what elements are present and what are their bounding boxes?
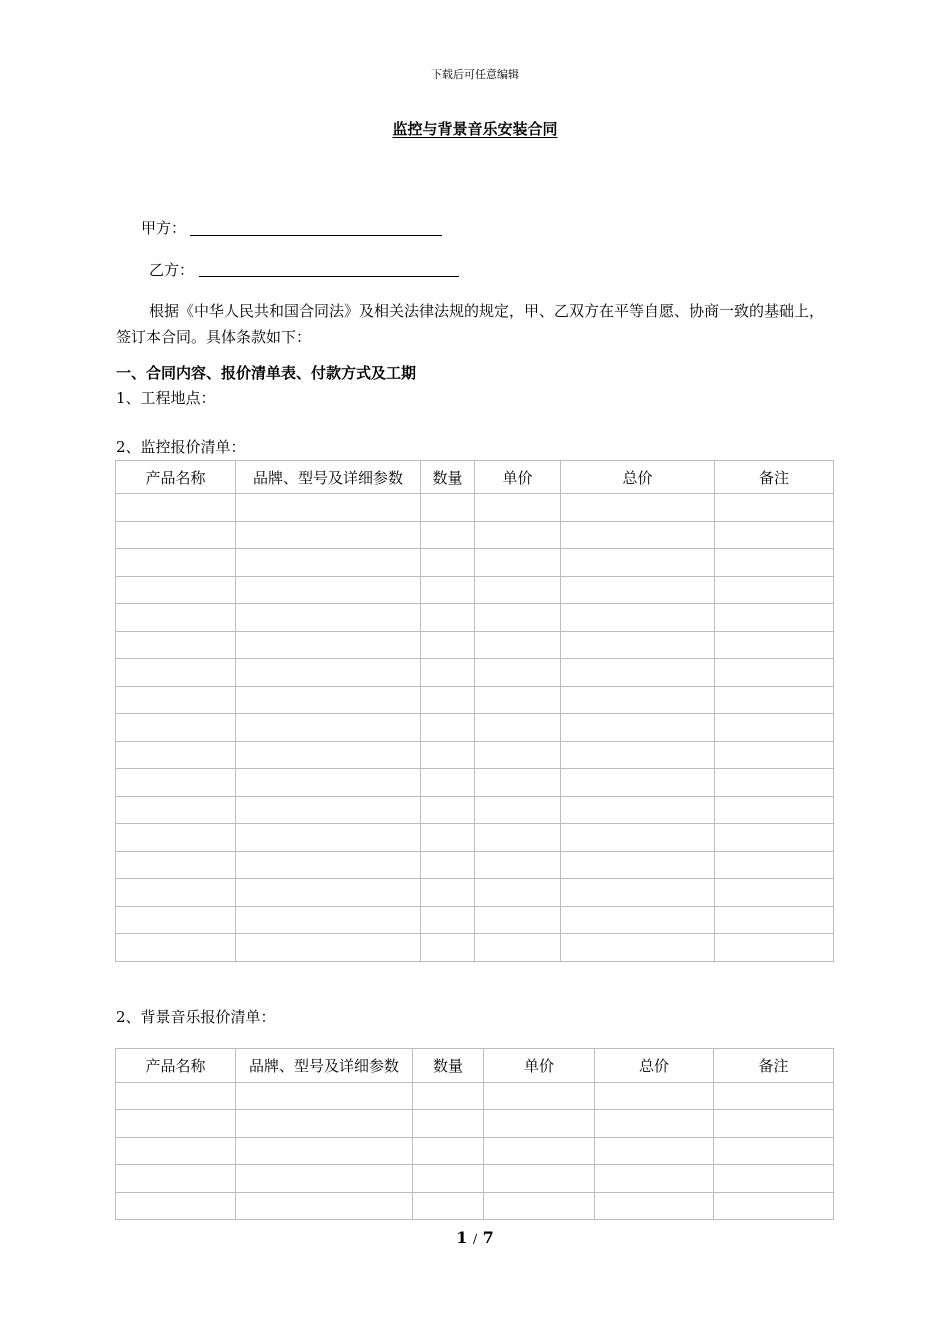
table-cell xyxy=(236,686,421,714)
table-cell xyxy=(715,824,834,852)
table-cell xyxy=(421,906,475,934)
table-row xyxy=(116,796,834,824)
page-total: 7 xyxy=(482,1228,494,1247)
table-row xyxy=(116,769,834,797)
table-cell xyxy=(413,1137,484,1164)
table-row xyxy=(116,1083,834,1110)
table-row xyxy=(116,824,834,852)
table-cell xyxy=(715,659,834,687)
table-cell xyxy=(475,851,561,879)
party-a-blank-line xyxy=(190,235,442,236)
header-unit-price: 单价 xyxy=(484,1049,595,1083)
document-title: 监控与背景音乐安装合同 xyxy=(392,120,558,138)
table-cell xyxy=(714,1083,834,1110)
table-cell xyxy=(475,796,561,824)
table-cell xyxy=(475,906,561,934)
table-cell xyxy=(116,741,236,769)
table-cell xyxy=(413,1110,484,1137)
table-cell xyxy=(421,879,475,907)
table-cell xyxy=(475,934,561,962)
table-cell xyxy=(561,494,715,522)
table-cell xyxy=(421,769,475,797)
table-cell xyxy=(116,494,236,522)
table-cell xyxy=(715,631,834,659)
table-cell xyxy=(595,1165,714,1192)
table-cell xyxy=(715,604,834,632)
table-cell xyxy=(236,521,421,549)
table-cell xyxy=(236,659,421,687)
table-cell xyxy=(475,659,561,687)
table-cell xyxy=(561,934,715,962)
table-cell xyxy=(236,879,421,907)
table-cell xyxy=(561,576,715,604)
table-cell xyxy=(561,769,715,797)
table-row xyxy=(116,686,834,714)
table-cell xyxy=(236,604,421,632)
table-cell xyxy=(561,824,715,852)
table-cell xyxy=(413,1083,484,1110)
table-row xyxy=(116,1165,834,1192)
section-heading-1: 一、合同内容、报价清单表、付款方式及工期 xyxy=(116,364,417,382)
table-cell xyxy=(236,741,421,769)
header-brand-model: 品牌、型号及详细参数 xyxy=(236,1049,413,1083)
table-cell xyxy=(421,686,475,714)
table-cell xyxy=(116,824,236,852)
table-cell xyxy=(236,906,421,934)
table-row xyxy=(116,494,834,522)
table-cell xyxy=(715,851,834,879)
table-cell xyxy=(116,549,236,577)
table-cell xyxy=(595,1110,714,1137)
table-row xyxy=(116,741,834,769)
table-cell xyxy=(714,1192,834,1219)
table-cell xyxy=(475,604,561,632)
table-row xyxy=(116,631,834,659)
party-b-row xyxy=(149,259,194,280)
header-total-price: 总价 xyxy=(561,461,715,494)
table-row xyxy=(116,906,834,934)
table-cell xyxy=(561,714,715,742)
page-separator: / xyxy=(472,1232,478,1246)
table-cell xyxy=(475,879,561,907)
table-cell xyxy=(715,714,834,742)
table-cell xyxy=(561,686,715,714)
table-header-row xyxy=(116,461,834,494)
table-cell xyxy=(595,1192,714,1219)
table-cell xyxy=(561,659,715,687)
table-cell xyxy=(561,851,715,879)
table-cell xyxy=(116,686,236,714)
page-number xyxy=(0,1228,950,1247)
table-cell xyxy=(116,1110,236,1137)
table-cell xyxy=(116,714,236,742)
table-cell xyxy=(236,1110,413,1137)
table-cell xyxy=(561,521,715,549)
table-row xyxy=(116,549,834,577)
table-cell xyxy=(484,1110,595,1137)
table-cell xyxy=(116,851,236,879)
table-cell xyxy=(413,1192,484,1219)
header-unit-price: 单价 xyxy=(475,461,561,494)
item-project-location: 1、工程地点： xyxy=(116,389,216,407)
header-brand-model: 品牌、型号及详细参数 xyxy=(236,461,421,494)
header-quantity: 数量 xyxy=(413,1049,484,1083)
table-cell xyxy=(116,521,236,549)
table-cell xyxy=(561,549,715,577)
table-cell xyxy=(236,494,421,522)
party-b-label: 乙方： xyxy=(149,261,195,279)
table-cell xyxy=(116,1137,236,1164)
table-cell xyxy=(236,631,421,659)
table-cell xyxy=(595,1137,714,1164)
table-cell xyxy=(715,769,834,797)
table-cell xyxy=(714,1137,834,1164)
table-cell xyxy=(236,1083,413,1110)
table-cell xyxy=(236,934,421,962)
table-row xyxy=(116,659,834,687)
header-note: 下载后可任意编辑 xyxy=(431,68,519,81)
table-cell xyxy=(475,631,561,659)
table-cell xyxy=(561,604,715,632)
table-cell xyxy=(116,1192,236,1219)
table-cell xyxy=(715,934,834,962)
table-cell xyxy=(714,1110,834,1137)
table-cell xyxy=(116,906,236,934)
table-cell xyxy=(475,686,561,714)
table-cell xyxy=(116,631,236,659)
monitoring-quote-table xyxy=(115,460,834,962)
table-cell xyxy=(561,906,715,934)
table-cell xyxy=(715,686,834,714)
table-cell xyxy=(116,604,236,632)
party-a-row xyxy=(141,217,186,238)
page-current: 1 xyxy=(456,1228,468,1247)
table-cell xyxy=(561,631,715,659)
table-cell xyxy=(484,1137,595,1164)
table-cell xyxy=(421,521,475,549)
table-cell xyxy=(475,494,561,522)
header-quantity: 数量 xyxy=(421,461,475,494)
table-cell xyxy=(421,824,475,852)
table-cell xyxy=(421,796,475,824)
table-cell xyxy=(116,1165,236,1192)
table-cell xyxy=(475,549,561,577)
table-cell xyxy=(715,741,834,769)
table-row xyxy=(116,714,834,742)
table-row xyxy=(116,1192,834,1219)
party-a-label: 甲方： xyxy=(141,219,187,237)
table-cell xyxy=(484,1192,595,1219)
table-cell xyxy=(715,879,834,907)
table-cell xyxy=(116,934,236,962)
table-cell xyxy=(236,796,421,824)
table-cell xyxy=(116,576,236,604)
table-cell xyxy=(715,796,834,824)
table-cell xyxy=(715,576,834,604)
header-product-name: 产品名称 xyxy=(116,1049,236,1083)
table-cell xyxy=(236,714,421,742)
table-cell xyxy=(421,631,475,659)
item-music-quote-title: 2、背景音乐报价清单： xyxy=(116,1008,276,1026)
table-cell xyxy=(715,521,834,549)
table-cell xyxy=(561,741,715,769)
table-cell xyxy=(421,659,475,687)
table-cell xyxy=(484,1165,595,1192)
table-row xyxy=(116,1137,834,1164)
table-cell xyxy=(236,1192,413,1219)
table-row xyxy=(116,1110,834,1137)
table-cell xyxy=(475,576,561,604)
table-cell xyxy=(421,714,475,742)
table-cell xyxy=(475,769,561,797)
table-cell xyxy=(236,1137,413,1164)
table-cell xyxy=(714,1165,834,1192)
table-row xyxy=(116,851,834,879)
table-cell xyxy=(116,1083,236,1110)
table-cell xyxy=(715,494,834,522)
table-cell xyxy=(421,741,475,769)
table-cell xyxy=(421,851,475,879)
table-cell xyxy=(561,796,715,824)
table-cell xyxy=(475,714,561,742)
table-cell xyxy=(484,1083,595,1110)
table-row xyxy=(116,521,834,549)
intro-paragraph: 根据《中华人民共和国合同法》及相关法律法规的规定，甲、乙双方在平等自愿、协商一致的基础上，签订本合同。具体条款如下： xyxy=(116,302,825,346)
table-cell xyxy=(421,549,475,577)
table-row xyxy=(116,576,834,604)
table-cell xyxy=(595,1083,714,1110)
table-cell xyxy=(475,824,561,852)
table-cell xyxy=(413,1165,484,1192)
item-monitoring-quote-title: 2、监控报价清单： xyxy=(116,438,246,456)
table-cell xyxy=(421,576,475,604)
table-cell xyxy=(236,769,421,797)
table-cell xyxy=(715,906,834,934)
table-cell xyxy=(475,741,561,769)
table-cell xyxy=(116,879,236,907)
table-cell xyxy=(116,796,236,824)
header-total-price: 总价 xyxy=(595,1049,714,1083)
table-cell xyxy=(421,604,475,632)
table-cell xyxy=(561,879,715,907)
party-b-blank-line xyxy=(199,276,459,277)
table-cell xyxy=(236,549,421,577)
header-remarks: 备注 xyxy=(714,1049,834,1083)
music-quote-table xyxy=(115,1048,834,1220)
table-cell xyxy=(475,521,561,549)
table-header-row xyxy=(116,1049,834,1083)
table-cell xyxy=(421,494,475,522)
table-cell xyxy=(236,1165,413,1192)
table-row xyxy=(116,879,834,907)
table-cell xyxy=(236,576,421,604)
table-cell xyxy=(236,851,421,879)
table-cell xyxy=(116,659,236,687)
table-row xyxy=(116,604,834,632)
table-cell xyxy=(421,934,475,962)
table-row xyxy=(116,934,834,962)
table-cell xyxy=(116,769,236,797)
table-cell xyxy=(236,824,421,852)
header-product-name: 产品名称 xyxy=(116,461,236,494)
header-remarks: 备注 xyxy=(715,461,834,494)
table-cell xyxy=(715,549,834,577)
